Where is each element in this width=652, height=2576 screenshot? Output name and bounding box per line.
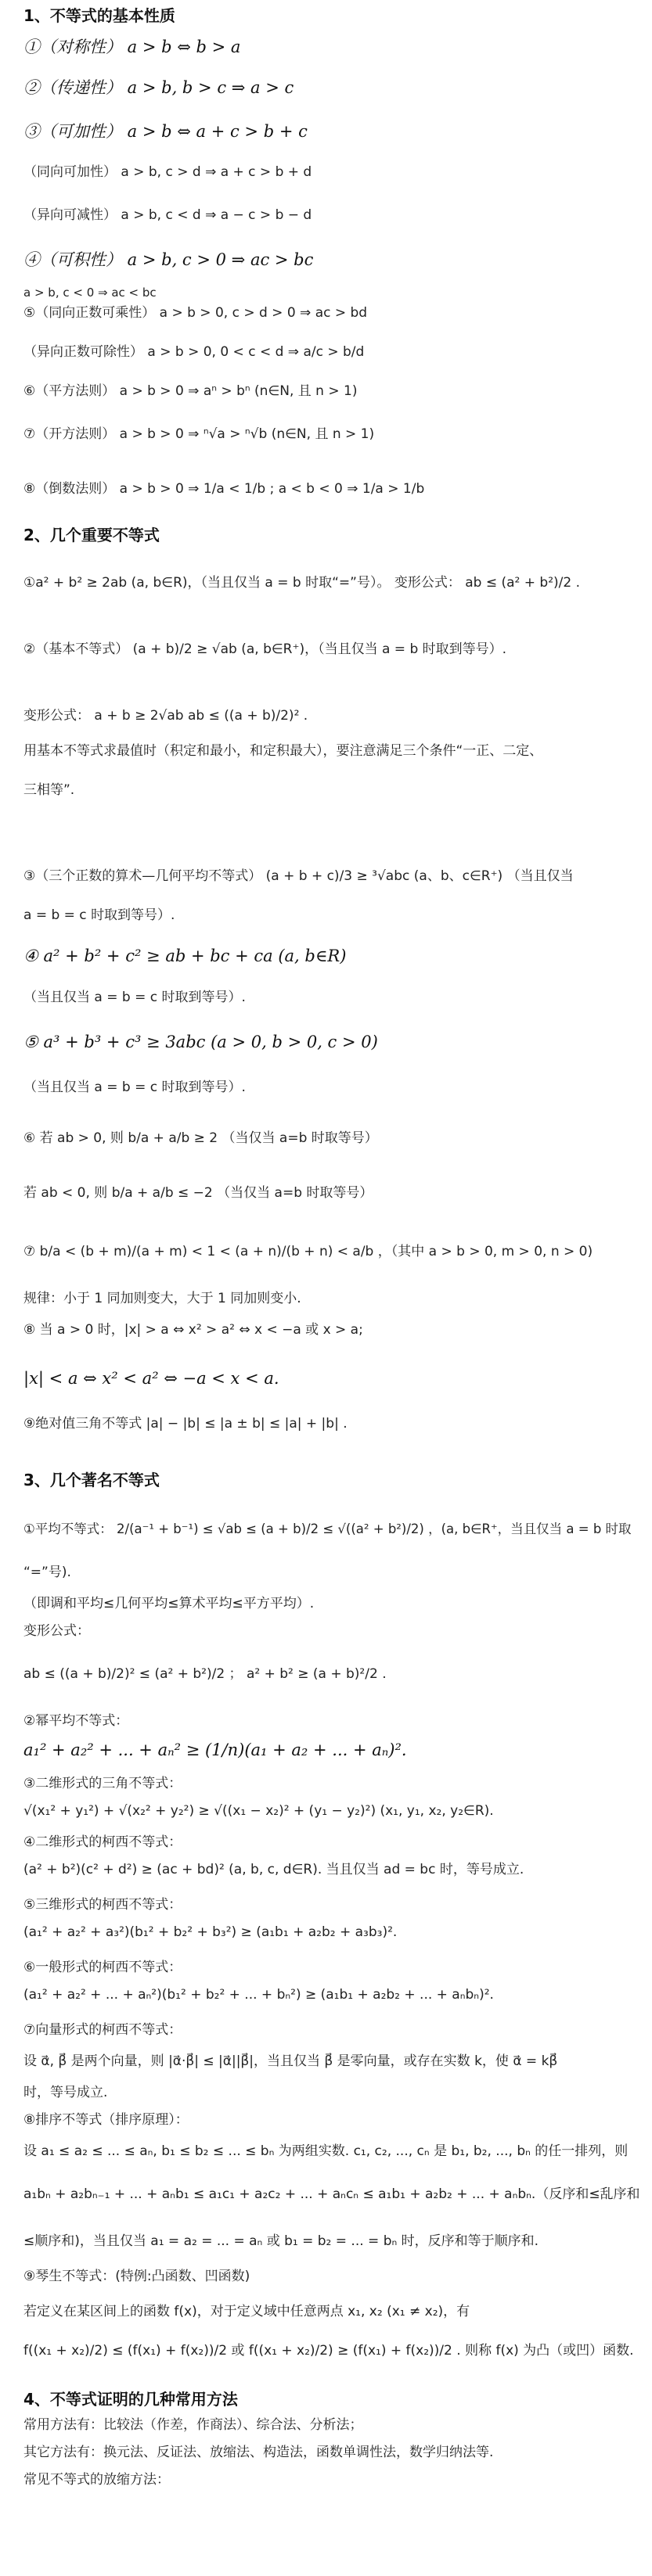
text-line: (a₁² + a₂² + a₃²)(b₁² + b₂² + b₃²) ≥ (a₁b₁ + a₂b₂ + a₃b₃)². — [23, 1924, 398, 1940]
text-line: 用基本不等式求最值时（积定和最小，和定积最大），要注意满足三个条件“一正、二定、 — [23, 743, 543, 759]
text-line: “=”号). — [23, 1565, 71, 1580]
text-line: 变形公式： a + b ≥ 2√ab ab ≤ ((a + b)/2)² . — [23, 708, 308, 724]
text-line: ⑤三维形式的柯西不等式： — [23, 1897, 182, 1913]
text-line: ①a² + b² ≥ 2ab (a, b∈R)，（当且仅当 a = b 时取“=”号）。 变形公式： ab ≤ (a² + b²)/2 . — [23, 575, 581, 591]
text-line: ②（基本不等式） (a + b)/2 ≥ √ab (a, b∈R⁺)，（当且仅当 a = b 时取到等号）. — [23, 641, 507, 657]
text-line: 规律：小于 1 同加则变大，大于 1 同加则变小. — [23, 1291, 301, 1306]
text-line: （异向正数可除性） a > b > 0, 0 < c < d ⇒ a/c > b/d — [23, 344, 365, 360]
text-line: ④（可积性） a > b, c > 0 ⇒ ac > bc — [23, 250, 314, 269]
text-line: （异向可减性） a > b, c < d ⇒ a − c > b − d — [23, 207, 312, 223]
text-line: ⑧（倒数法则） a > b > 0 ⇒ 1/a < 1/b ; a < b < 0 ⇒ 1/a > 1/b — [23, 481, 425, 497]
text-line: ⑥一般形式的柯西不等式： — [23, 1960, 182, 1975]
text-line: ⑨琴生不等式：(特例:凸函数、凹函数) — [23, 2269, 250, 2284]
text-line: ④二维形式的柯西不等式： — [23, 1834, 182, 1850]
text-line: ①平均不等式： 2/(a⁻¹ + b⁻¹) ≤ √ab ≤ (a + b)/2 ≤ √((a² + b²)/2) ，(a, b∈R⁺，当且仅当 a = b 时取 — [23, 1522, 632, 1536]
text-line: 若 ab < 0, 则 b/a + a/b ≤ −2 （当仅当 a=b 时取等号） — [23, 1185, 373, 1201]
text-line: ⑦（开方法则） a > b > 0 ⇒ ⁿ√a > ⁿ√b (n∈N, 且 n > 1) — [23, 426, 375, 442]
text-line: 常用方法有：比较法（作差，作商法）、综合法、分析法； — [23, 2417, 363, 2433]
text-line: ⑧ 当 a > 0 时，|x| > a ⇔ x² > a² ⇔ x < −a 或 x > a; — [23, 1322, 363, 1338]
text-line: ③（三个正数的算术—几何平均不等式） (a + b + c)/3 ≥ ³√abc (a、b、c∈R⁺) （当且仅当 — [23, 868, 574, 884]
text-line: ⑧排序不等式（排序原理）： — [23, 2112, 189, 2128]
text-line: 常见不等式的放缩方法： — [23, 2472, 170, 2488]
text-line: (a₁² + a₂² + ... + aₙ²)(b₁² + b₂² + ... + bₙ²) ≥ (a₁b₁ + a₂b₂ + ... + aₙbₙ)². — [23, 1987, 494, 2003]
text-line: ⑥ 若 ab > 0, 则 b/a + a/b ≥ 2 （当仅当 a=b 时取等号） — [23, 1130, 378, 1146]
text-line: ⑤ a³ + b³ + c³ ≥ 3abc (a > 0, b > 0, c > 0) — [23, 1033, 378, 1051]
section-heading: 2、几个重要不等式 — [23, 526, 160, 544]
section-heading: 3、几个著名不等式 — [23, 1471, 160, 1489]
text-line: 三相等”. — [23, 782, 75, 798]
text-line: 设 a₁ ≤ a₂ ≤ ... ≤ aₙ, b₁ ≤ b₂ ≤ ... ≤ bₙ 为两组实数. c₁, c₂, ..., cₙ 是 b₁, b₂, ..., bₙ 的任一排列，则 — [23, 2143, 629, 2159]
text-line: a > b, c < 0 ⇒ ac < bc — [23, 286, 157, 300]
text-line: a₁² + a₂² + ... + aₙ² ≥ (1/n)(a₁ + a₂ + ... + aₙ)². — [23, 1741, 407, 1759]
text-line: ⑥（平方法则） a > b > 0 ⇒ aⁿ > bⁿ (n∈N, 且 n > 1) — [23, 383, 358, 399]
text-line: (a² + b²)(c² + d²) ≥ (ac + bd)² (a, b, c, d∈R). 当且仅当 ad = bc 时，等号成立. — [23, 1862, 524, 1877]
text-line: 变形公式： — [23, 1623, 90, 1639]
text-line: ab ≤ ((a + b)/2)² ≤ (a² + b²)/2 ； a² + b² ≥ (a + b)²/2 . — [23, 1666, 387, 1682]
text-line: a₁bₙ + a₂bₙ₋₁ + ... + aₙb₁ ≤ a₁c₁ + a₂c₂ + ... + aₙcₙ ≤ a₁b₁ + a₂b₂ + ... + aₙbₙ.（反序和≤乱序和 — [23, 2186, 640, 2202]
text-line: |x| < a ⇔ x² < a² ⇔ −a < x < a. — [23, 1369, 279, 1388]
text-line: （当且仅当 a = b = c 时取到等号）. — [23, 990, 246, 1005]
text-line: ③（可加性） a > b ⇔ a + c > b + c — [23, 122, 308, 141]
text-line: ①（对称性） a > b ⇔ b > a — [23, 38, 241, 56]
text-line: ②（传递性） a > b, b > c ⇒ a > c — [23, 78, 294, 97]
text-line: ④ a² + b² + c² ≥ ab + bc + ca (a, b∈R) — [23, 947, 347, 965]
section-heading: 1、不等式的基本性质 — [23, 6, 175, 25]
text-line: 若定义在某区间上的函数 f(x)，对于定义域中任意两点 x₁, x₂ (x₁ ≠ x₂)，有 — [23, 2304, 470, 2319]
text-line: ⑦ b/a < (b + m)/(a + m) < 1 < (a + n)/(b + n) < a/b ，（其中 a > b > 0, m > 0, n > 0) — [23, 1244, 593, 1259]
text-line: √(x₁² + y₁²) + √(x₂² + y₂²) ≥ √((x₁ − x₂)² + (y₁ − y₂)²) (x₁, y₁, x₂, y₂∈R). — [23, 1803, 494, 1819]
text-line: 其它方法有：换元法、反证法、放缩法、构造法，函数单调性法，数学归纳法等. — [23, 2445, 494, 2460]
text-line: f((x₁ + x₂)/2) ≤ (f(x₁) + f(x₂))/2 或 f((x₁ + x₂)/2) ≥ (f(x₁) + f(x₂))/2 . 则称 f(x) 为凸（或凹）函数. — [23, 2343, 634, 2359]
text-line: 时，等号成立. — [23, 2085, 108, 2100]
text-line: ≤顺序和)，当且仅当 a₁ = a₂ = ... = aₙ 或 b₁ = b₂ = ... = bₙ 时，反序和等于顺序和. — [23, 2233, 539, 2249]
text-line: ⑦向量形式的柯西不等式： — [23, 2022, 182, 2038]
text-line: （即调和平均≤几何平均≤算术平均≤平方平均）. — [23, 1596, 315, 1611]
text-line: ⑨绝对值三角不等式 |a| − |b| ≤ |a ± b| ≤ |a| + |b| . — [23, 1416, 348, 1432]
section-heading: 4、不等式证明的几种常用方法 — [23, 2390, 238, 2409]
text-line: 设 α⃗, β⃗ 是两个向量，则 |α⃗·β⃗| ≤ |α⃗||β⃗|，当且仅当 β⃗ 是零向量，或存在实数 k，使 α⃗ = kβ⃗ — [23, 2053, 558, 2069]
text-line: （同向可加性） a > b, c > d ⇒ a + c > b + d — [23, 164, 312, 180]
text-line: a = b = c 时取到等号）. — [23, 907, 175, 923]
text-line: ⑤（同向正数可乘性） a > b > 0, c > d > 0 ⇒ ac > bd — [23, 305, 368, 321]
text-line: ②幂平均不等式： — [23, 1713, 129, 1729]
text-line: （当且仅当 a = b = c 时取到等号）. — [23, 1080, 246, 1095]
text-line: ③二维形式的三角不等式： — [23, 1776, 182, 1791]
